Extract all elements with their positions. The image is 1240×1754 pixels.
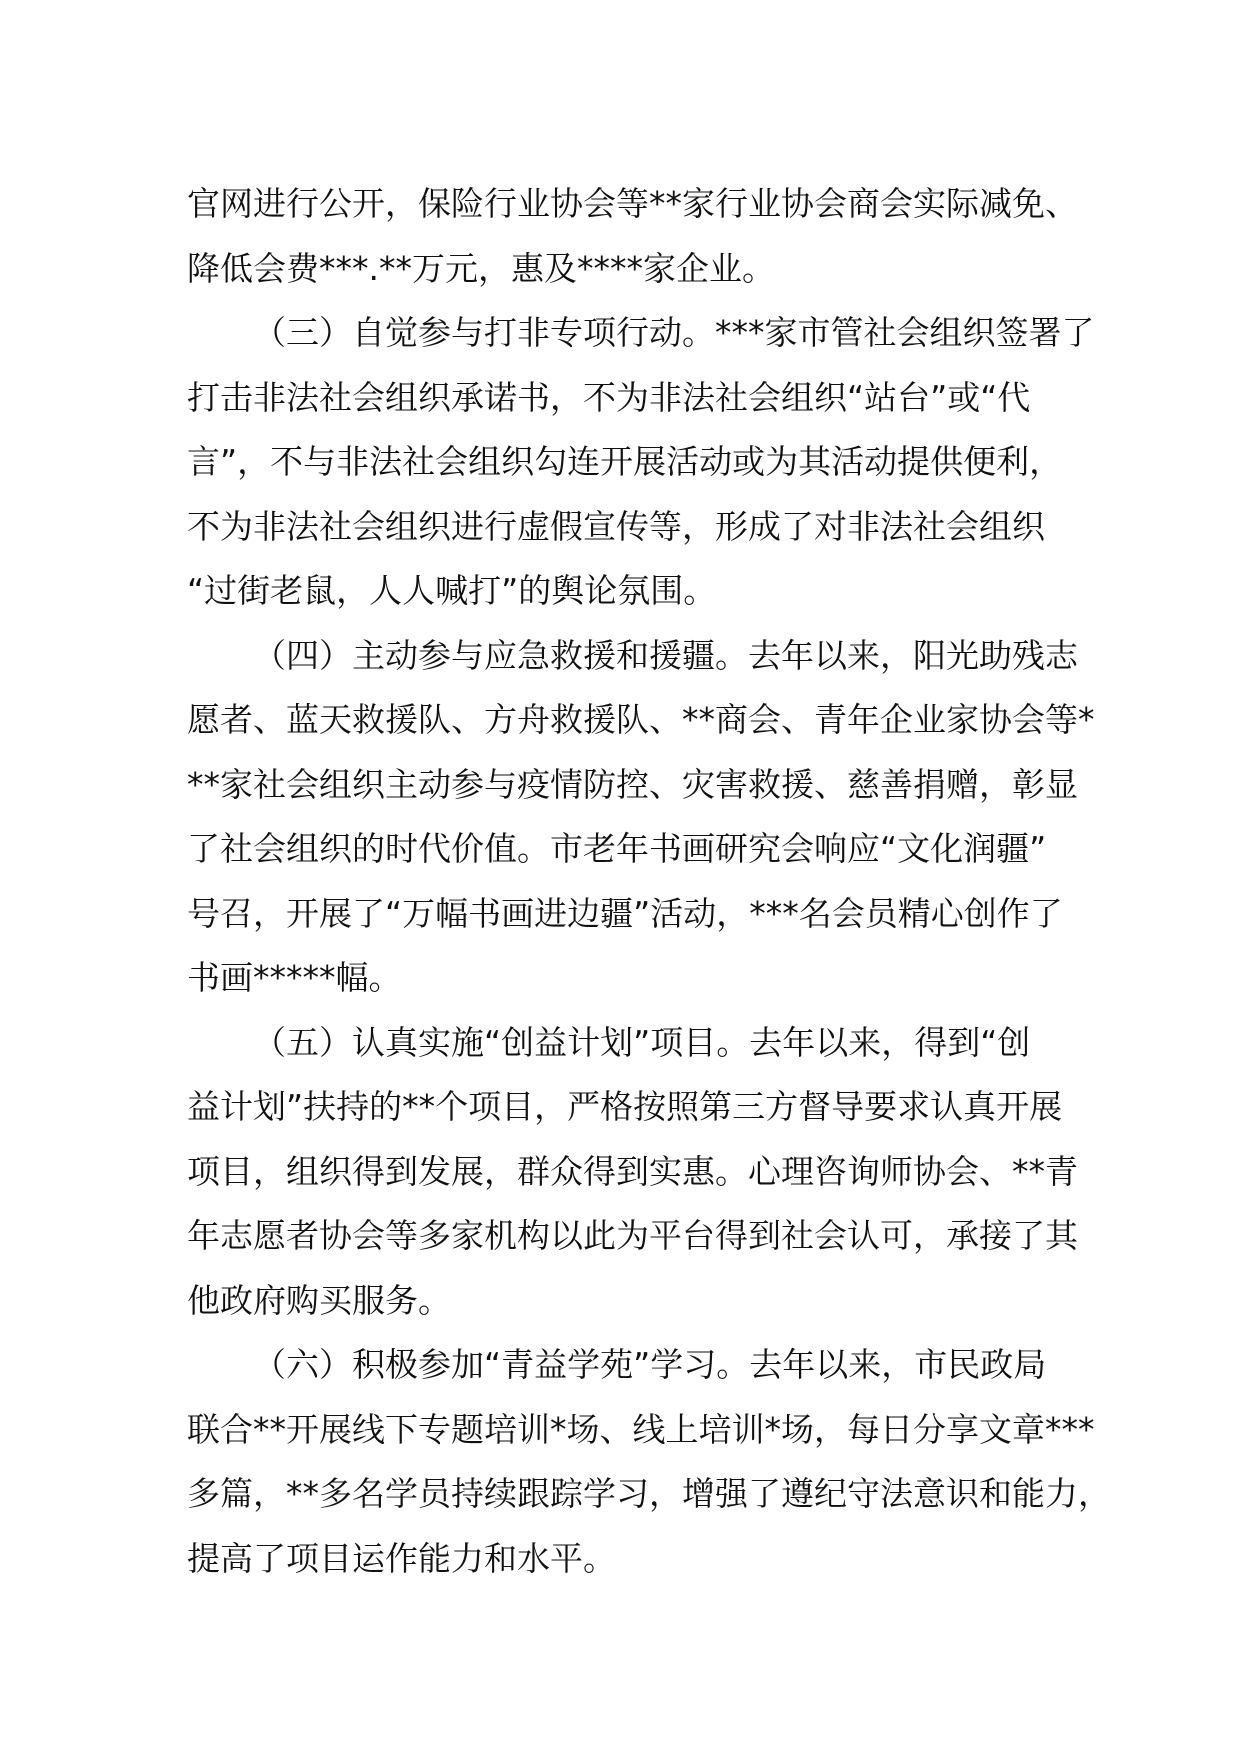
- text-line: 提高了项目运作能力和水平。: [187, 1538, 616, 1578]
- section-heading-line: （五）认真实施“创益计划”项目。去年以来，得到“创: [253, 1022, 1031, 1062]
- text-line: **家社会组织主动参与疫情防控、灾害救援、慈善捐赠，彰显: [187, 764, 1078, 804]
- text-line: 官网进行公开，保险行业协会等**家行业协会商会实际减免、: [187, 184, 1078, 223]
- text-line: 多篇，**多名学员持续跟踪学习，增强了遵纪守法意识和能力，: [187, 1474, 1111, 1513]
- text-line: 愿者、蓝天救援队、方舟救援队、**商会、青年企业家协会等*: [187, 700, 1095, 739]
- text-line: 益计划”扶持的**个项目，严格按照第三方督导要求认真开展: [187, 1087, 1063, 1126]
- text-line: 联合**开展线下专题培训*场、线上培训*场，每日分享文章***: [187, 1409, 1095, 1449]
- text-line: 他政府购买服务。: [187, 1280, 451, 1320]
- section-heading-line: （六）积极参加“青益学苑”学习。去年以来，市民政局: [253, 1345, 1047, 1384]
- text-line: 不为非法社会组织进行虚假宣传等，形成了对非法社会组织: [187, 506, 1045, 546]
- text-line: 号召，开展了“万幅书画进边疆”活动，***名会员精心创作了: [187, 893, 1063, 933]
- text-line: 了社会组织的时代价值。市老年书画研究会响应“文化润疆”: [187, 829, 1047, 868]
- section-heading-line: （三）自觉参与打非专项行动。***家市管社会组织签署了: [253, 313, 1095, 352]
- text-line: “过街老鼠，人人喊打”的舆论氛围。: [187, 571, 717, 610]
- text-line: 降低会费***.**万元，惠及****家企业。: [187, 248, 775, 288]
- text-line: 项目，组织得到发展，群众得到实惠。心理咨询师协会、**青: [187, 1151, 1078, 1191]
- text-line: 言”，不与非法社会组织勾连开展活动或为其活动提供便利，: [187, 442, 1063, 481]
- text-line: 打击非法社会组织承诺书，不为非法社会组织“站台”或“代: [187, 377, 1031, 417]
- document-body: [187, 172, 1111, 1591]
- text-line: 年志愿者协会等多家机构以此为平台得到社会认可，承接了其: [187, 1216, 1078, 1255]
- text-line: 书画*****幅。: [187, 958, 402, 997]
- section-heading-line: （四）主动参与应急救援和援疆。去年以来，阳光助残志: [253, 635, 1078, 675]
